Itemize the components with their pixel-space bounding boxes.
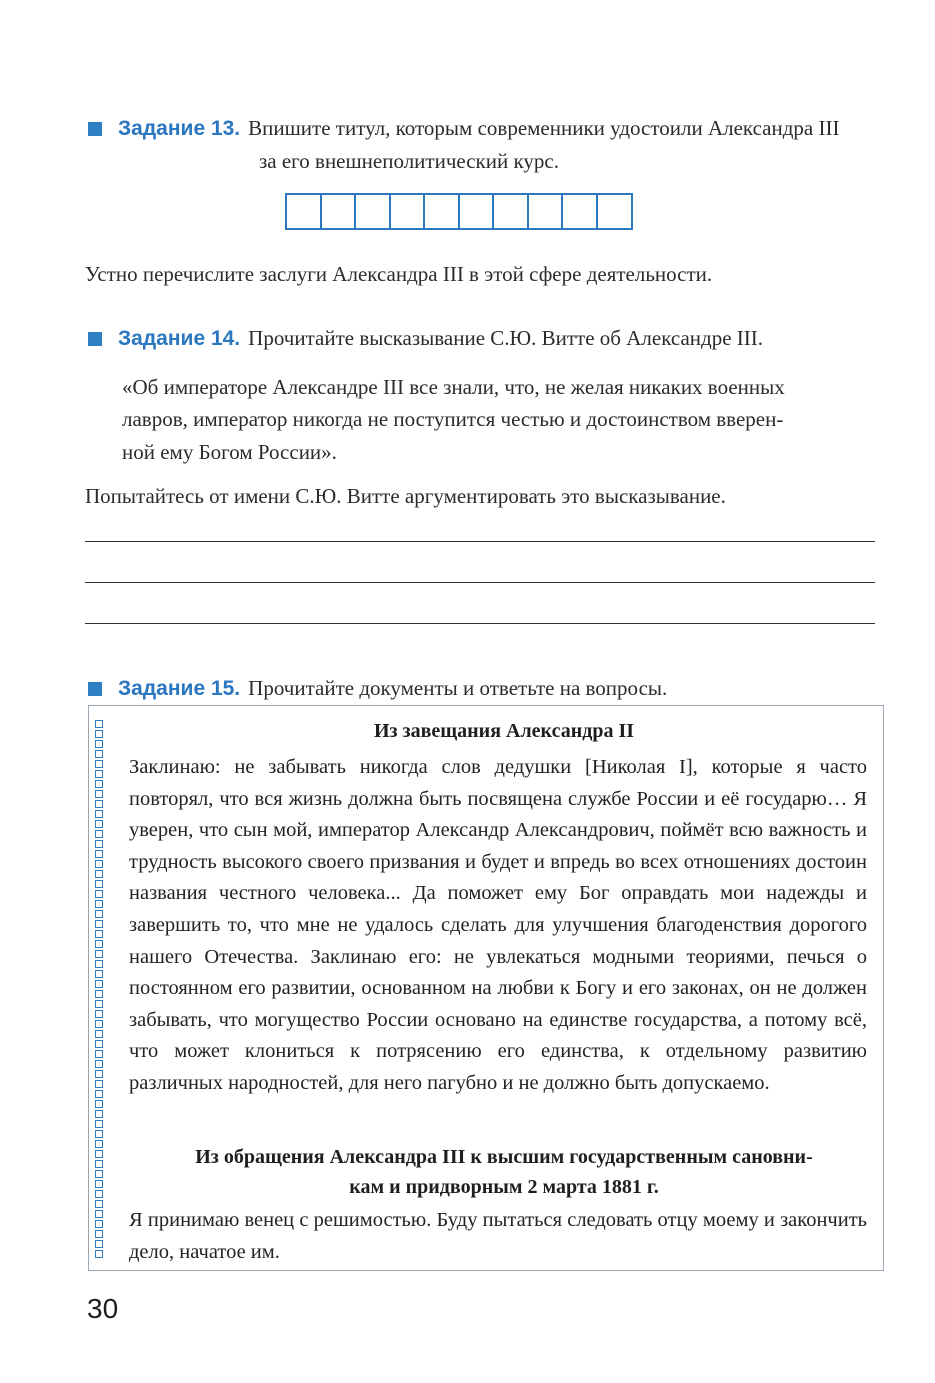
border-square-icon xyxy=(95,730,103,738)
border-square-icon xyxy=(95,1010,103,1018)
task-13-followup: Устно перечислите заслуги Александра III в этой сфере деятельности. xyxy=(85,262,713,286)
answer-cell[interactable] xyxy=(320,193,357,230)
border-square-icon xyxy=(95,820,103,828)
doc1-text: Заклинаю: не забывать никогда слов дедушки [Николая I], которые я часто повторял, что вся жизнь должна быть посвящена службе России и её государю… Я уверен, что сын мой, император Александр Александрович, поймёт всю важность и трудность высокого своего призвания и будет и впредь во всех отношениях достоин названия честного человека... Да поможет ему Бог оправдать мои надежды и завершить то, что мне не удалось сделать для улучшения благоденствия дорогого нашего Отечества. Заклинаю его: не увлекаться модными теориями, печься о постоянном его развитии, основанном на любви к Богу и его законах, он не должен забывать, что могущество России основано на единстве государства, а потому всё, что может клониться к потрясению его единства, к отдельному развитию различных народностей, для него пагубно и не должно быть допускаемо. xyxy=(129,756,867,1094)
border-square-icon xyxy=(95,1250,103,1258)
border-square-icon xyxy=(95,1050,103,1058)
border-square-icon xyxy=(95,980,103,988)
border-square-icon xyxy=(95,750,103,758)
doc2-title-line2: кам и придворным 2 марта 1881 г. xyxy=(349,1176,659,1198)
task-marker-icon xyxy=(88,122,102,136)
answer-cell[interactable] xyxy=(354,193,391,230)
answer-line[interactable] xyxy=(85,623,875,624)
task-15-label: Задание 15. xyxy=(118,677,241,700)
task-marker-icon xyxy=(88,682,102,696)
decorative-square-border xyxy=(95,720,105,1258)
border-square-icon xyxy=(95,900,103,908)
border-square-icon xyxy=(95,830,103,838)
border-square-icon xyxy=(95,1030,103,1038)
border-square-icon xyxy=(95,1060,103,1068)
border-square-icon xyxy=(95,1240,103,1248)
border-square-icon xyxy=(95,870,103,878)
task-14-quote-line: ной ему Богом России». xyxy=(122,440,337,464)
answer-line[interactable] xyxy=(85,582,875,583)
answer-cell[interactable] xyxy=(527,193,564,230)
border-square-icon xyxy=(95,860,103,868)
border-square-icon xyxy=(95,880,103,888)
border-square-icon xyxy=(95,740,103,748)
border-square-icon xyxy=(95,1120,103,1128)
border-square-icon xyxy=(95,920,103,928)
border-square-icon xyxy=(95,960,103,968)
border-square-icon xyxy=(95,790,103,798)
documents-box xyxy=(88,705,884,1271)
border-square-icon xyxy=(95,1110,103,1118)
answer-line[interactable] xyxy=(85,541,875,542)
border-square-icon xyxy=(95,1130,103,1138)
border-square-icon xyxy=(95,990,103,998)
task-14-label: Задание 14. xyxy=(118,327,241,350)
border-square-icon xyxy=(95,770,103,778)
task-14-header xyxy=(88,326,763,351)
border-square-icon xyxy=(95,850,103,858)
border-square-icon xyxy=(95,1210,103,1218)
border-square-icon xyxy=(95,1180,103,1188)
task-13-answer-grid[interactable] xyxy=(285,193,633,230)
border-square-icon xyxy=(95,780,103,788)
task-13-label: Задание 13. xyxy=(118,117,241,140)
task-14-text: Прочитайте высказывание С.Ю. Витте об Александре III. xyxy=(248,326,763,350)
border-square-icon xyxy=(95,970,103,978)
border-square-icon xyxy=(95,720,103,728)
border-square-icon xyxy=(95,760,103,768)
answer-cell[interactable] xyxy=(285,193,322,230)
border-square-icon xyxy=(95,1160,103,1168)
border-square-icon xyxy=(95,1150,103,1158)
border-square-icon xyxy=(95,1000,103,1008)
border-square-icon xyxy=(95,890,103,898)
task-marker-icon xyxy=(88,332,102,346)
border-square-icon xyxy=(95,1230,103,1238)
answer-cell[interactable] xyxy=(423,193,460,230)
border-square-icon xyxy=(95,1020,103,1028)
doc2-title-line1: Из обращения Александра III к высшим государственным сановни- xyxy=(195,1146,813,1168)
border-square-icon xyxy=(95,930,103,938)
border-square-icon xyxy=(95,1220,103,1228)
border-square-icon xyxy=(95,950,103,958)
border-square-icon xyxy=(95,1080,103,1088)
page-number: 30 xyxy=(87,1293,119,1324)
doc1-title: Из завещания Александра II xyxy=(373,720,635,742)
task-14-quote-line: лавров, император никогда не поступится честью и достоинством вверен- xyxy=(122,407,784,431)
answer-cell[interactable] xyxy=(458,193,495,230)
task-14-quote-line: «Об императоре Александре III все знали, что, не желая никаких военных xyxy=(122,375,785,399)
border-square-icon xyxy=(95,1090,103,1098)
border-square-icon xyxy=(95,810,103,818)
doc2-text: Я принимаю венец с решимостью. Буду пытаться следовать отцу моему и закончить дело, начатое им. xyxy=(129,1209,867,1263)
answer-cell[interactable] xyxy=(561,193,598,230)
task-14-prompt: Попытайтесь от имени С.Ю. Витте аргументировать это высказывание. xyxy=(85,484,726,508)
answer-cell[interactable] xyxy=(492,193,529,230)
border-square-icon xyxy=(95,1040,103,1048)
answer-cell[interactable] xyxy=(596,193,633,230)
task-13-header xyxy=(88,116,839,141)
task-15-header xyxy=(88,676,667,701)
border-square-icon xyxy=(95,1190,103,1198)
border-square-icon xyxy=(95,840,103,848)
border-square-icon xyxy=(95,1070,103,1078)
border-square-icon xyxy=(95,1100,103,1108)
answer-cell[interactable] xyxy=(389,193,426,230)
border-square-icon xyxy=(95,1200,103,1208)
border-square-icon xyxy=(95,1140,103,1148)
border-square-icon xyxy=(95,1170,103,1178)
border-square-icon xyxy=(95,800,103,808)
border-square-icon xyxy=(95,910,103,918)
task-15-text: Прочитайте документы и ответьте на вопросы. xyxy=(248,676,668,700)
task-13-text: Впишите титул, которым современники удостоили Александра III xyxy=(248,116,840,140)
task-13-text-line2: за его внешнеполитический курс. xyxy=(259,149,559,173)
border-square-icon xyxy=(95,940,103,948)
